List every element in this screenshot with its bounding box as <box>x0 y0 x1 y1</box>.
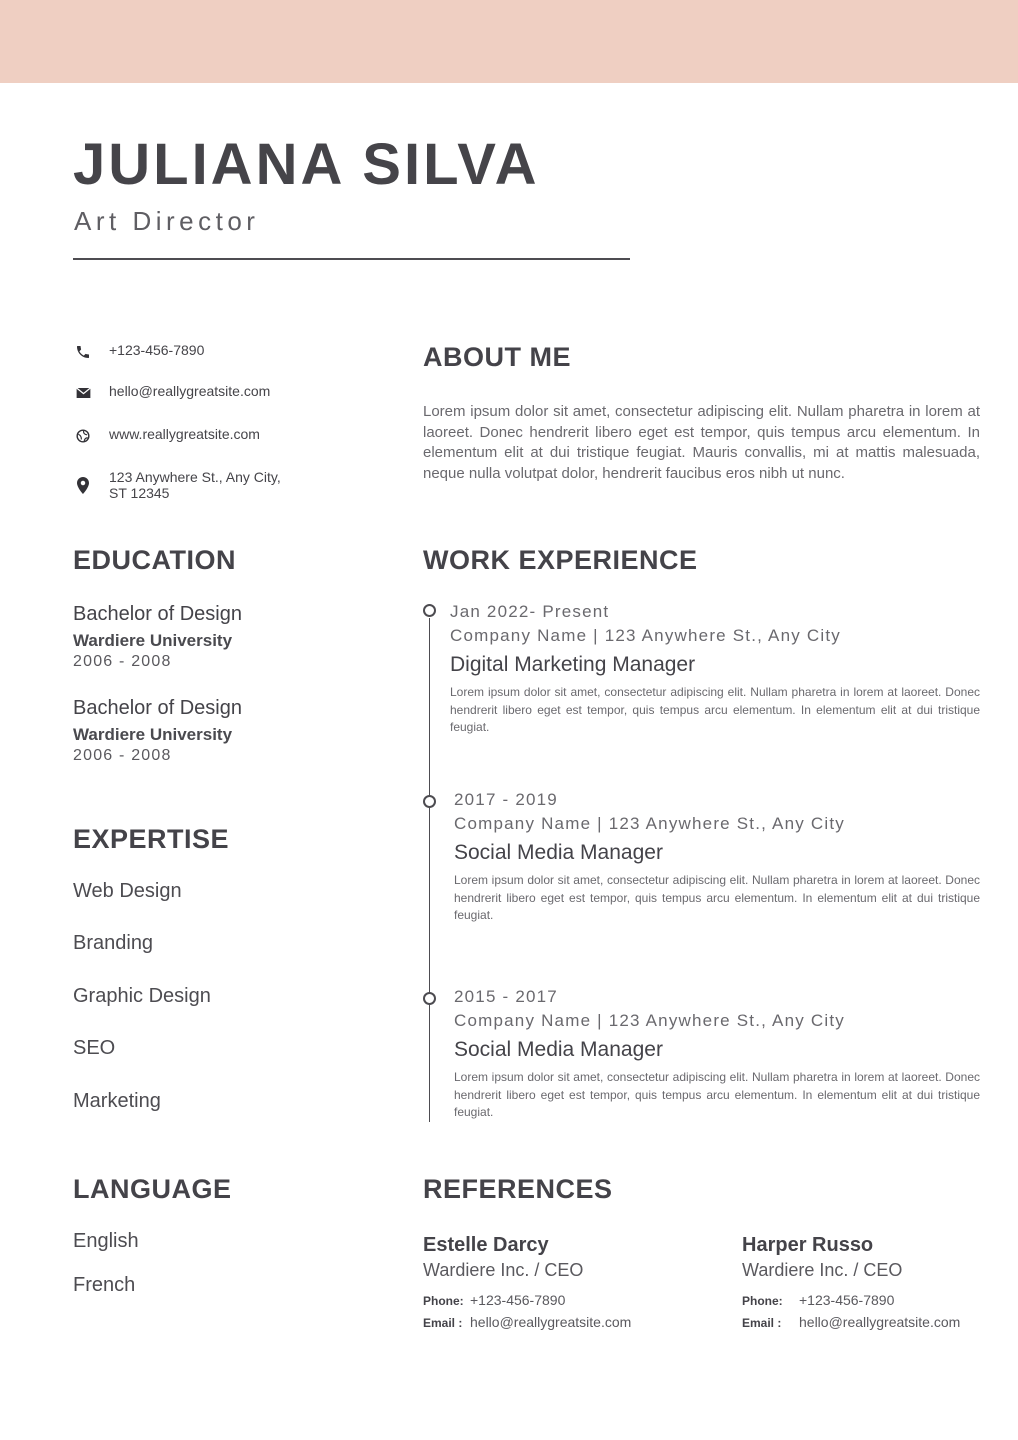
contact-address-line2: ST 12345 <box>109 485 170 501</box>
phone-icon <box>73 342 93 362</box>
reference-phone-label: Phone: <box>423 1294 464 1308</box>
education-school: Wardiere University <box>73 631 233 650</box>
reference-name: Estelle Darcy <box>423 1234 549 1256</box>
expertise-title: EXPERTISE <box>73 824 230 854</box>
job-date: Jan 2022- Present <box>450 602 610 621</box>
globe-icon <box>73 426 93 446</box>
education-item <box>73 696 242 766</box>
header-band <box>0 0 1018 83</box>
contact-website <box>73 426 260 450</box>
job-company: Company Name | 123 Anywhere St., Any City <box>454 1011 845 1030</box>
reference-email-label: Email : <box>742 1316 782 1330</box>
mail-icon <box>73 383 93 403</box>
timeline-dot <box>423 992 436 1005</box>
contact-website-text: www.reallygreatsite.com <box>109 426 260 442</box>
job-company: Company Name | 123 Anywhere St., Any City <box>450 626 841 645</box>
job-description: Lorem ipsum dolor sit amet, consectetur adipiscing elit. Nullam pharetra in lorem at laoreet. Donec hendrerit libero eget est tempor, quis tempus arcu elementum. In elementum elit at dui tristique feugiat. <box>454 873 980 923</box>
reference-card <box>742 1233 960 1332</box>
expertise-item: Web Design <box>73 880 182 902</box>
reference-email-row <box>423 1313 631 1332</box>
about-title: ABOUT ME <box>423 342 571 372</box>
language-title: LANGUAGE <box>73 1174 232 1204</box>
reference-phone: +123-456-7890 <box>799 1292 895 1308</box>
expertise-item: Branding <box>73 932 154 954</box>
job-date: 2017 - 2019 <box>454 790 558 809</box>
job-title: Digital Marketing Manager <box>450 653 696 676</box>
reference-phone-row <box>742 1291 960 1310</box>
candidate-role: Art Director <box>74 206 260 236</box>
education-years: 2006 - 2008 <box>73 653 172 670</box>
reference-email-row <box>742 1313 960 1332</box>
education-item <box>73 602 242 672</box>
work-item <box>450 601 980 737</box>
contact-address <box>73 469 281 505</box>
reference-email: hello@reallygreatsite.com <box>799 1314 961 1330</box>
header-divider <box>73 258 630 260</box>
education-years: 2006 - 2008 <box>73 747 172 764</box>
reference-email-label: Email : <box>423 1316 463 1330</box>
expertise-item: Marketing <box>73 1090 161 1112</box>
expertise-item: Graphic Design <box>73 985 211 1007</box>
contact-address-line1: 123 Anywhere St., Any City, <box>109 469 281 485</box>
job-description: Lorem ipsum dolor sit amet, consectetur adipiscing elit. Nullam pharetra in lorem at laoreet. Donec hendrerit libero eget est tempor, quis tempus arcu elementum. In elementum elit at dui tristique feugiat. <box>454 1070 980 1120</box>
reference-phone-label: Phone: <box>742 1294 783 1308</box>
reference-name: Harper Russo <box>742 1234 874 1256</box>
reference-card <box>423 1233 631 1332</box>
references-title: REFERENCES <box>423 1174 613 1204</box>
contact-phone <box>73 342 204 366</box>
reference-org: Wardiere Inc. / CEO <box>742 1260 903 1280</box>
education-degree: Bachelor of Design <box>73 603 242 625</box>
job-title: Social Media Manager <box>454 1038 663 1061</box>
reference-phone: +123-456-7890 <box>470 1292 566 1308</box>
reference-email: hello@reallygreatsite.com <box>470 1314 632 1330</box>
job-description: Lorem ipsum dolor sit amet, consectetur adipiscing elit. Nullam pharetra in lorem at laoreet. Donec hendrerit libero eget est tempor, quis tempus arcu elementum. In elementum elit at dui tristique feugiat. <box>450 685 980 735</box>
location-pin-icon <box>73 475 93 495</box>
timeline-dot <box>423 795 436 808</box>
about-text: Lorem ipsum dolor sit amet, consectetur adipiscing elit. Nullam pharetra in lorem at laoreet. Donec hendrerit libero eget est tempor, quis tempus arcu elementum. In elementum elit at dui tristique feugiat. Mauris convallis, mi at mattis malesuada, neque nulla volutpat dolor, hendrerit faucibus eros nibh ut nunc. <box>423 403 980 482</box>
contact-email <box>73 383 270 407</box>
language-item: English <box>73 1230 139 1252</box>
work-title: WORK EXPERIENCE <box>423 545 698 575</box>
candidate-name: JULIANA SILVA <box>73 132 540 197</box>
job-company: Company Name | 123 Anywhere St., Any City <box>454 814 845 833</box>
language-item: French <box>73 1274 136 1296</box>
work-item <box>454 986 980 1122</box>
expertise-item: SEO <box>73 1037 116 1059</box>
education-school: Wardiere University <box>73 725 233 744</box>
contact-phone-text: +123-456-7890 <box>109 342 205 358</box>
job-title: Social Media Manager <box>454 841 663 864</box>
reference-org: Wardiere Inc. / CEO <box>423 1260 584 1280</box>
contact-email-text: hello@reallygreatsite.com <box>109 383 271 399</box>
timeline-line <box>429 618 431 1122</box>
education-title: EDUCATION <box>73 545 236 575</box>
timeline-dot <box>423 604 436 617</box>
work-item <box>454 789 980 925</box>
education-degree: Bachelor of Design <box>73 697 242 719</box>
job-date: 2015 - 2017 <box>454 987 558 1006</box>
reference-phone-row <box>423 1291 631 1310</box>
